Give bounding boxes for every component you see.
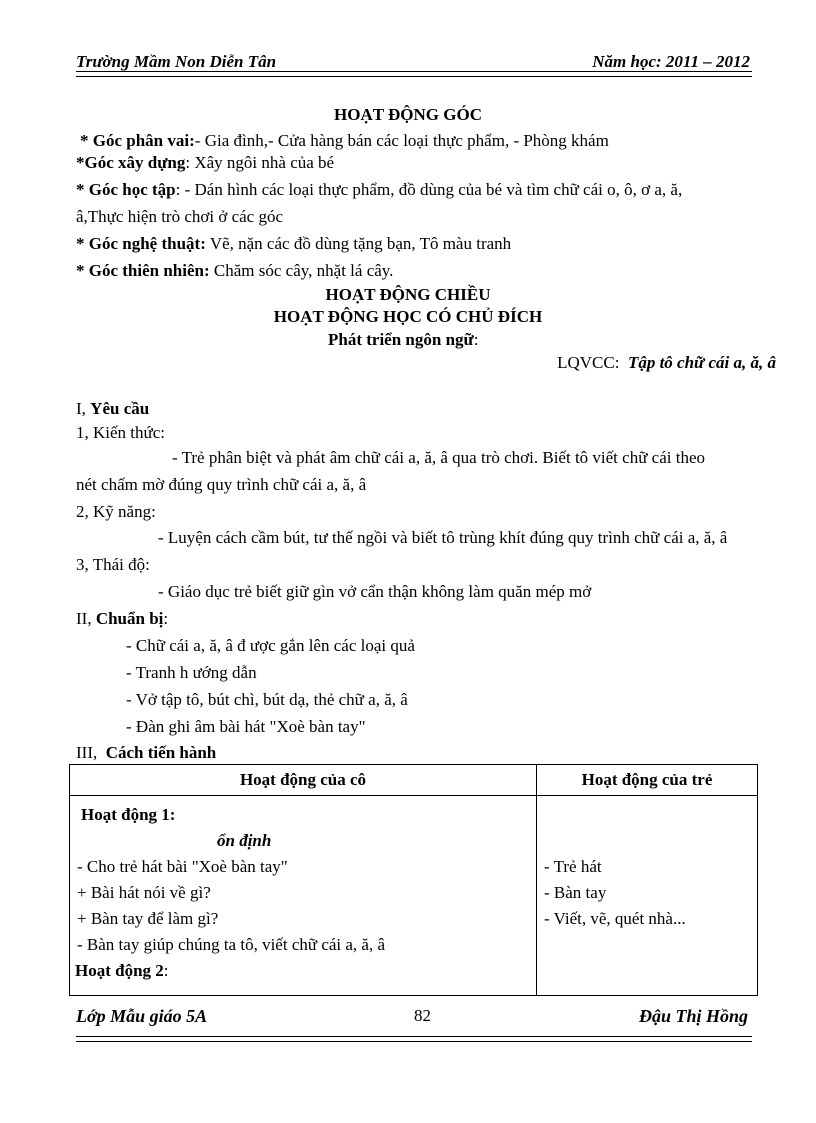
lesson-prefix: LQVCC: (557, 353, 620, 372)
afternoon-title: HOẠT ĐỘNG CHIỀU (325, 285, 491, 304)
corner-learning (76, 179, 682, 201)
attitude-line: - Giáo dục trẻ biết giữ gìn vở cẩn thận không làm quăn mép mở (158, 582, 592, 601)
child-line: - Viết, vẽ, quét nhà... (544, 909, 686, 928)
prep-item: - Đàn ghi âm bài hát "Xoè bàn tay" (126, 717, 366, 736)
subject-name: Phát triển ngôn ngữ (328, 330, 474, 349)
lesson-name: Tập tô chữ cái a, ă, â (627, 353, 776, 372)
requirements-heading (76, 398, 149, 420)
subject-colon: : (473, 330, 479, 349)
teacher-cell (70, 796, 537, 996)
corner-building (76, 152, 334, 174)
corner-roleplay-label: * Góc phân vai: (80, 131, 195, 150)
corner-learning-cont (76, 206, 283, 228)
activity-1-label: Hoạt động 1: (81, 805, 176, 824)
corner-art-text: Vẽ, nặn các đồ dùng tặng bạn, Tô màu tranh (205, 234, 512, 253)
purpose-title: HOẠT ĐỘNG HỌC CÓ CHỦ ĐÍCH (273, 307, 543, 326)
page-number: 82 (414, 1006, 431, 1025)
skill-line: - Luyện cách cầm bút, tư thế ngồi và biết tô trùng khít đúng quy trình chữ cái a, ă, â (158, 528, 728, 547)
knowledge-line-1: - Trẻ phân biệt và phát âm chữ cái a, ă, â qua trò chơi. Biết tô viết chữ cái theo (172, 448, 706, 467)
corner-roleplay (80, 130, 609, 152)
corner-roleplay-text: - Gia đình,- Cửa hàng bán các loại thực phẩm, - Phòng khám (194, 131, 609, 150)
prep-colon: : (163, 609, 169, 628)
attitude-label: 3, Thái độ: (76, 555, 150, 574)
corner-art (76, 233, 511, 255)
teacher-line: - Bàn tay giúp chúng ta tô, viết chữ cái a, ă, â (77, 935, 386, 954)
corner-nature-text: Chăm sóc cây, nhặt lá cây. (209, 261, 394, 280)
section-title: HOẠT ĐỘNG GÓC (334, 105, 482, 124)
activity-2-colon: : (163, 961, 169, 980)
header-year: Năm học: 2011 – 2012 (592, 52, 750, 71)
child-line: - Trẻ hát (544, 857, 602, 876)
footer-class: Lớp Mẫu giáo 5A (76, 1006, 208, 1026)
footer-teacher: Đậu Thị Hồng (638, 1006, 748, 1026)
activity-2-label: Hoạt động 2 (75, 961, 164, 980)
prep-title: Chuẩn bị (95, 609, 164, 628)
subject-line (328, 329, 478, 351)
proc-title: Cách tiến hành (105, 743, 217, 762)
corner-nature (76, 260, 393, 282)
knowledge-line-2: nét chấm mờ đúng quy trình chữ cái a, ă, â (76, 475, 367, 494)
corner-building-text: : Xây ngôi nhà của bé (185, 153, 335, 172)
prep-item: - Tranh h ướng dẫn (126, 663, 257, 682)
prep-item: - Vở tập tô, bút chì, bút dạ, thẻ chữ a, ă, â (126, 690, 408, 709)
header-teacher: Hoạt động của cô (70, 765, 537, 796)
header-school: Trường Mầm Non Diễn Tân (76, 52, 277, 71)
teacher-line: + Bài hát nói về gì? (77, 883, 211, 902)
prep-num: II, (76, 609, 92, 628)
footer-rule (76, 1036, 752, 1042)
table-header-row (70, 765, 758, 796)
teacher-line: + Bàn tay để làm gì? (77, 909, 219, 928)
stabilize-label: ổn định (217, 831, 272, 850)
lesson-line (557, 352, 776, 374)
procedure-heading (76, 742, 216, 764)
activity-table (69, 764, 758, 996)
corner-learning-text: : - Dán hình các loại thực phẩm, đồ dùng của bé và tìm chữ cái o, ô, ơ a, ă, (175, 180, 683, 199)
header-rule (76, 71, 752, 77)
corner-art-label: * Góc nghệ thuật: (76, 234, 206, 253)
prep-item: - Chữ cái a, ă, â đ ược gắn lên các loại quả (126, 636, 415, 655)
req-num: I, (76, 399, 86, 418)
knowledge-label: 1, Kiến thức: (76, 423, 166, 442)
prep-heading (76, 608, 168, 630)
skill-label: 2, Kỹ năng: (76, 502, 156, 521)
corner-nature-label: * Góc thiên nhiên: (76, 261, 210, 280)
child-line: - Bàn tay (544, 883, 607, 902)
corner-building-label: *Góc xây dựng (76, 153, 186, 172)
table-row (70, 796, 758, 996)
corner-learning-label: * Góc học tập (76, 180, 176, 199)
corner-learning-cont-text: â,Thực hiện trò chơi ở các góc (76, 207, 284, 226)
req-title: Yêu cầu (90, 399, 150, 418)
child-cell (537, 796, 758, 996)
header-child: Hoạt động của trẻ (537, 765, 758, 796)
proc-num: III, (76, 743, 98, 762)
teacher-line: - Cho trẻ hát bài "Xoè bàn tay" (77, 857, 288, 876)
